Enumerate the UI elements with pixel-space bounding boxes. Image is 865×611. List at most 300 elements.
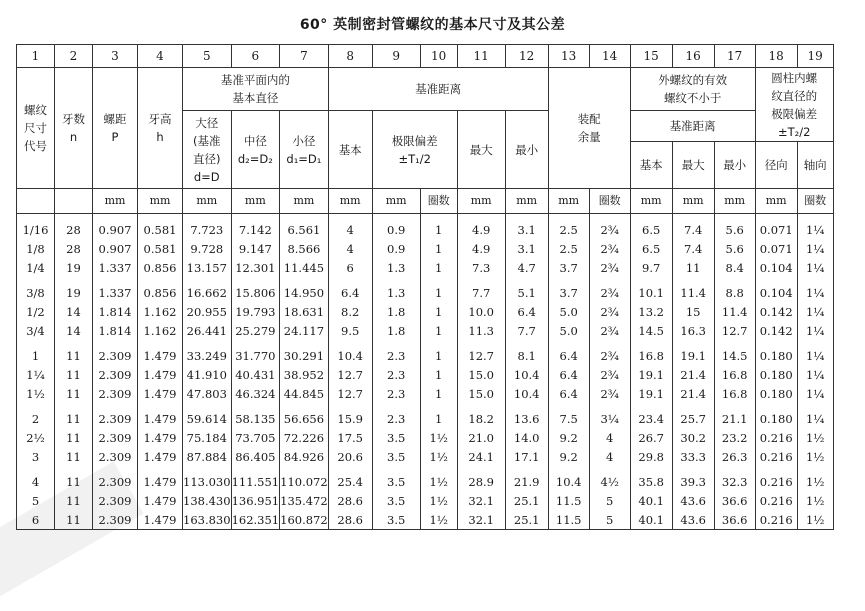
table-cell: 9.2 (548, 428, 589, 447)
table-cell: 11 (55, 447, 93, 466)
table-cell: 8.566 (280, 239, 329, 258)
table-cell: 26.3 (714, 447, 755, 466)
table-cell: 0.180 (755, 365, 797, 384)
table-cell: 3/8 (17, 277, 55, 302)
table-cell: 14.5 (630, 321, 672, 340)
table-cell: 160.872 (280, 510, 329, 530)
table-cell: 1.3 (372, 258, 420, 277)
table-cell: 24.1 (457, 447, 505, 466)
table-body (17, 214, 834, 530)
table-cell: 1½ (420, 428, 457, 447)
unit-cell-empty (55, 189, 93, 214)
table-cell: 8.1 (505, 340, 548, 365)
table-cell: 0.104 (755, 258, 797, 277)
header-pitch: 螺距 P (93, 68, 138, 189)
table-cell: 2.309 (93, 491, 138, 510)
header-major: 大径 (基准 直径) d=D (183, 111, 232, 189)
table-cell: 19.793 (231, 302, 280, 321)
table-cell: 30.291 (280, 340, 329, 365)
table-cell: 3.5 (372, 466, 420, 491)
table-cell: 40.1 (630, 491, 672, 510)
table-cell: 28 (55, 214, 93, 240)
table-cell: 0.216 (755, 491, 797, 510)
table-cell: 46.324 (231, 384, 280, 403)
table-cell: 5.6 (714, 239, 755, 258)
table-cell: 33.3 (672, 447, 714, 466)
table-cell: 4 (17, 466, 55, 491)
table-cell: 16.3 (672, 321, 714, 340)
table-cell: 1½ (797, 466, 833, 491)
table-cell: 1.479 (138, 447, 183, 466)
table-cell: 11.5 (548, 491, 589, 510)
table-cell: 32.1 (457, 491, 505, 510)
table-cell: 2.309 (93, 510, 138, 530)
table-cell: 25.1 (505, 491, 548, 510)
table-cell: 4 (589, 447, 630, 466)
table-cell: 15.9 (328, 403, 372, 428)
table-cell: 14 (55, 321, 93, 340)
table-row (17, 214, 834, 240)
table-cell: 12.7 (328, 365, 372, 384)
table-cell: 14.950 (280, 277, 329, 302)
header-ext-group: 外螺纹的有效 螺纹不小于 (630, 68, 755, 111)
unit-cell: 圈数 (797, 189, 833, 214)
table-cell: 73.705 (231, 428, 280, 447)
table-row (17, 365, 834, 384)
table-cell: 0.216 (755, 466, 797, 491)
table-cell: 9.147 (231, 239, 280, 258)
table-cell: 0.9 (372, 239, 420, 258)
table-cell: 8.2 (328, 302, 372, 321)
table-cell: 20.6 (328, 447, 372, 466)
table-cell: 1.479 (138, 428, 183, 447)
table-cell: 2.309 (93, 384, 138, 403)
unit-cell: mm (183, 189, 232, 214)
table-cell: 31.770 (231, 340, 280, 365)
table-cell: 2¾ (589, 321, 630, 340)
unit-cell: mm (328, 189, 372, 214)
column-number: 11 (457, 45, 505, 68)
header-limit-deviation: 极限偏差 ±T₁/2 (372, 111, 457, 189)
header-radial: 径向 (755, 142, 797, 189)
column-number: 3 (93, 45, 138, 68)
table-cell: 1 (420, 214, 457, 240)
table-cell: 111.551 (231, 466, 280, 491)
table-cell: 7.7 (505, 321, 548, 340)
table-cell: 16.8 (630, 340, 672, 365)
table-cell: 2.309 (93, 428, 138, 447)
table-cell: 21.0 (457, 428, 505, 447)
table-cell: 4 (328, 239, 372, 258)
unit-cell: mm (280, 189, 329, 214)
unit-cell: mm (138, 189, 183, 214)
table-cell: 28.6 (328, 491, 372, 510)
table-cell: 56.656 (280, 403, 329, 428)
table-cell: 1¼ (797, 239, 833, 258)
table-cell: 0.856 (138, 258, 183, 277)
table-cell: 3.1 (505, 214, 548, 240)
table-cell: 84.926 (280, 447, 329, 466)
table-cell: 2¾ (589, 384, 630, 403)
header-teeth: 牙数 n (55, 68, 93, 189)
table-cell: 0.071 (755, 214, 797, 240)
table-cell: 19.1 (630, 384, 672, 403)
table-cell: 1.479 (138, 510, 183, 530)
table-cell: 110.072 (280, 466, 329, 491)
table-cell: 6.4 (548, 340, 589, 365)
table-cell: 4.9 (457, 214, 505, 240)
table-cell: 0.071 (755, 239, 797, 258)
table-cell: 0.907 (93, 239, 138, 258)
table-row (17, 340, 834, 365)
table-cell: 2.3 (372, 365, 420, 384)
table-cell: 1.162 (138, 321, 183, 340)
table-cell: 17.5 (328, 428, 372, 447)
header-pitch-diameter: 中径 d₂=D₂ (231, 111, 280, 189)
column-number: 19 (797, 45, 833, 68)
table-cell: 1 (420, 384, 457, 403)
table-cell: 1.479 (138, 466, 183, 491)
table-cell: 0.9 (372, 214, 420, 240)
header-axial: 轴向 (797, 142, 833, 189)
column-number: 14 (589, 45, 630, 68)
table-cell: 0.180 (755, 384, 797, 403)
table-cell: 10.1 (630, 277, 672, 302)
table-cell: 4 (589, 428, 630, 447)
table-cell: 10.4 (505, 365, 548, 384)
unit-cell: mm (630, 189, 672, 214)
table-cell: 1/8 (17, 239, 55, 258)
table-cell: 2¾ (589, 239, 630, 258)
table-cell: 1¼ (797, 365, 833, 384)
table-cell: 12.7 (714, 321, 755, 340)
table-cell: 2.5 (548, 239, 589, 258)
table-cell: 0.142 (755, 302, 797, 321)
table-cell: 40.431 (231, 365, 280, 384)
table-cell: 163.830 (183, 510, 232, 530)
table-cell: 1½ (420, 491, 457, 510)
column-number: 2 (55, 45, 93, 68)
header-ext-basic: 基本 (630, 142, 672, 189)
table-cell: 15.806 (231, 277, 280, 302)
table-row (17, 466, 834, 491)
table-cell: 33.249 (183, 340, 232, 365)
unit-cell: mm (372, 189, 420, 214)
table-cell: 4 (328, 214, 372, 240)
table-cell: 19 (55, 277, 93, 302)
table-cell: 5.6 (714, 214, 755, 240)
table-cell: 11 (55, 365, 93, 384)
table-cell: 1.3 (372, 277, 420, 302)
table-cell: 6.5 (630, 239, 672, 258)
table-cell: 25.279 (231, 321, 280, 340)
table-cell: 1¼ (797, 403, 833, 428)
table-cell: 1.337 (93, 277, 138, 302)
table-cell: 5 (589, 491, 630, 510)
unit-cell: mm (672, 189, 714, 214)
table-cell: 19 (55, 258, 93, 277)
column-number: 18 (755, 45, 797, 68)
table-cell: 11 (55, 428, 93, 447)
table-cell: 1¼ (797, 258, 833, 277)
table-cell: 28.6 (328, 510, 372, 530)
table-row (17, 302, 834, 321)
table-row (17, 403, 834, 428)
header-base-distance-group: 基准距离 (328, 68, 548, 111)
table-cell: 19.1 (630, 365, 672, 384)
table-cell: 1½ (420, 447, 457, 466)
table-cell: 1 (420, 302, 457, 321)
table-cell: 21.9 (505, 466, 548, 491)
table-cell: 23.4 (630, 403, 672, 428)
unit-cell: 圈数 (420, 189, 457, 214)
table-cell: 0.581 (138, 214, 183, 240)
table-cell: 1 (420, 277, 457, 302)
table-cell: 1 (420, 365, 457, 384)
table-row (17, 239, 834, 258)
table-cell: 4.7 (505, 258, 548, 277)
column-number: 13 (548, 45, 589, 68)
table-cell: 138.430 (183, 491, 232, 510)
table-cell: 6 (17, 510, 55, 530)
table-cell: 2.3 (372, 340, 420, 365)
table-cell: 28 (55, 239, 93, 258)
table-cell: 14.0 (505, 428, 548, 447)
table-row (17, 491, 834, 510)
table-cell: 2¾ (589, 340, 630, 365)
table-cell: 1.337 (93, 258, 138, 277)
table-cell: 15.0 (457, 384, 505, 403)
table-cell: 7.4 (672, 239, 714, 258)
table-cell: 75.184 (183, 428, 232, 447)
table-cell: 2¾ (589, 277, 630, 302)
table-cell: 162.351 (231, 510, 280, 530)
table-cell: 13.157 (183, 258, 232, 277)
table-cell: 2½ (17, 428, 55, 447)
table-cell: 1½ (797, 510, 833, 530)
table-cell: 0.216 (755, 428, 797, 447)
table-cell: 3.5 (372, 447, 420, 466)
table-cell: 1.479 (138, 384, 183, 403)
table-cell: 11.5 (548, 510, 589, 530)
table-cell: 5 (17, 491, 55, 510)
table-cell: 1.8 (372, 302, 420, 321)
table-cell: 87.884 (183, 447, 232, 466)
table-cell: 2.309 (93, 340, 138, 365)
table-cell: 15.0 (457, 365, 505, 384)
header-max: 最大 (457, 111, 505, 189)
table-cell: 21.4 (672, 384, 714, 403)
column-number: 5 (183, 45, 232, 68)
table-cell: 17.1 (505, 447, 548, 466)
table-cell: 6.4 (505, 302, 548, 321)
table-cell: 11 (55, 340, 93, 365)
table-cell: 3.5 (372, 428, 420, 447)
table-row (17, 384, 834, 403)
table-cell: 29.8 (630, 447, 672, 466)
table-cell: 1 (420, 239, 457, 258)
table-cell: 1.479 (138, 340, 183, 365)
column-number: 4 (138, 45, 183, 68)
table-cell: 0.180 (755, 340, 797, 365)
table-cell: 1/16 (17, 214, 55, 240)
unit-cell: mm (505, 189, 548, 214)
table-cell: 1 (420, 321, 457, 340)
unit-cell: mm (548, 189, 589, 214)
table-cell: 1½ (420, 466, 457, 491)
table-cell: 0.216 (755, 447, 797, 466)
table-cell: 9.5 (328, 321, 372, 340)
table-cell: 6.561 (280, 214, 329, 240)
table-cell: 11 (55, 384, 93, 403)
table-cell: 1.8 (372, 321, 420, 340)
table-title: 60° 英制密封管螺纹的基本尺寸及其公差 (299, 17, 566, 33)
table-cell: 7.3 (457, 258, 505, 277)
table-cell: 1¼ (797, 302, 833, 321)
header-ext-base-distance: 基准距离 (630, 111, 755, 142)
column-number: 10 (420, 45, 457, 68)
table-cell: 21.1 (714, 403, 755, 428)
table-cell: 23.2 (714, 428, 755, 447)
table-cell: 21.4 (672, 365, 714, 384)
column-number: 12 (505, 45, 548, 68)
table-cell: 6.4 (548, 384, 589, 403)
table-cell: 12.7 (328, 384, 372, 403)
table-cell: 44.845 (280, 384, 329, 403)
table-cell: 72.226 (280, 428, 329, 447)
table-cell: 3¼ (589, 403, 630, 428)
table-cell: 16.8 (714, 365, 755, 384)
header-size-code: 螺纹 尺寸 代号 (17, 68, 55, 189)
unit-cell: 圈数 (589, 189, 630, 214)
header-basic: 基本 (328, 111, 372, 189)
column-number: 7 (280, 45, 329, 68)
table-cell: 13.2 (630, 302, 672, 321)
table-cell: 2.3 (372, 403, 420, 428)
table-cell: 2.309 (93, 447, 138, 466)
column-number-row (17, 45, 834, 68)
table-cell: 3.5 (372, 491, 420, 510)
table-cell: 3.5 (372, 510, 420, 530)
table-cell: 10.4 (328, 340, 372, 365)
table-cell: 25.4 (328, 466, 372, 491)
table-cell: 7.723 (183, 214, 232, 240)
table-cell: 2 (17, 403, 55, 428)
table-cell: 11 (55, 403, 93, 428)
table-cell: 26.441 (183, 321, 232, 340)
table-cell: 41.910 (183, 365, 232, 384)
table-cell: 136.951 (231, 491, 280, 510)
table-cell: 2¾ (589, 302, 630, 321)
table-cell: 2¾ (589, 258, 630, 277)
table-cell: 1 (17, 340, 55, 365)
table-cell: 11 (55, 466, 93, 491)
table-cell: 1/4 (17, 258, 55, 277)
table-cell: 1½ (420, 510, 457, 530)
table-cell: 43.6 (672, 510, 714, 530)
table-cell: 1 (420, 258, 457, 277)
unit-cell: mm (93, 189, 138, 214)
table-cell: 2.309 (93, 365, 138, 384)
table-cell: 8.4 (714, 258, 755, 277)
table-cell: 47.803 (183, 384, 232, 403)
unit-cell: mm (755, 189, 797, 214)
table-cell: 1¼ (797, 214, 833, 240)
table-cell: 1½ (797, 428, 833, 447)
table-row (17, 428, 834, 447)
table-cell: 1¼ (17, 365, 55, 384)
table-cell: 1/2 (17, 302, 55, 321)
table-cell: 30.2 (672, 428, 714, 447)
table-cell: 11.4 (672, 277, 714, 302)
table-cell: 0.180 (755, 403, 797, 428)
table-cell: 5.1 (505, 277, 548, 302)
table-cell: 0.907 (93, 214, 138, 240)
table-cell: 11 (55, 510, 93, 530)
table-cell: 1¼ (797, 340, 833, 365)
table-cell: 3/4 (17, 321, 55, 340)
table-cell: 11.445 (280, 258, 329, 277)
table-cell: 0.856 (138, 277, 183, 302)
table-cell: 28.9 (457, 466, 505, 491)
table-cell: 12.301 (231, 258, 280, 277)
table-cell: 11.3 (457, 321, 505, 340)
table-cell: 5.0 (548, 302, 589, 321)
table-row (17, 277, 834, 302)
header-minor: 小径 d₁=D₁ (280, 111, 329, 189)
table-cell: 1¼ (797, 277, 833, 302)
table-cell: 32.3 (714, 466, 755, 491)
table-cell: 3 (17, 447, 55, 466)
unit-cell: mm (457, 189, 505, 214)
table-cell: 6.5 (630, 214, 672, 240)
table-cell: 0.142 (755, 321, 797, 340)
table-cell: 1.479 (138, 365, 183, 384)
table-cell: 40.1 (630, 510, 672, 530)
table-cell: 6.4 (328, 277, 372, 302)
table-cell: 1½ (797, 447, 833, 466)
header-cyl-group: 圆柱内螺 纹直径的 极限偏差 ±T₂/2 (755, 68, 833, 142)
table-cell: 25.7 (672, 403, 714, 428)
table-cell: 10.0 (457, 302, 505, 321)
table-row (17, 321, 834, 340)
table-cell: 58.135 (231, 403, 280, 428)
table-cell: 5.0 (548, 321, 589, 340)
table-cell: 7.142 (231, 214, 280, 240)
thread-dimensions-table (16, 44, 834, 530)
table-cell: 3.7 (548, 277, 589, 302)
header-ext-min: 最小 (714, 142, 755, 189)
table-cell: 11 (55, 491, 93, 510)
unit-cell: mm (231, 189, 280, 214)
table-cell: 1.814 (93, 302, 138, 321)
column-number: 16 (672, 45, 714, 68)
table-cell: 2.309 (93, 466, 138, 491)
table-cell: 9.728 (183, 239, 232, 258)
table-cell: 12.7 (457, 340, 505, 365)
column-number: 9 (372, 45, 420, 68)
table-cell: 16.8 (714, 384, 755, 403)
table-cell: 6 (328, 258, 372, 277)
column-number: 8 (328, 45, 372, 68)
table-cell: 10.4 (505, 384, 548, 403)
table-cell: 14.5 (714, 340, 755, 365)
table-cell: 11.4 (714, 302, 755, 321)
column-number: 6 (231, 45, 280, 68)
table-cell: 13.6 (505, 403, 548, 428)
table-cell: 26.7 (630, 428, 672, 447)
table-cell: 25.1 (505, 510, 548, 530)
